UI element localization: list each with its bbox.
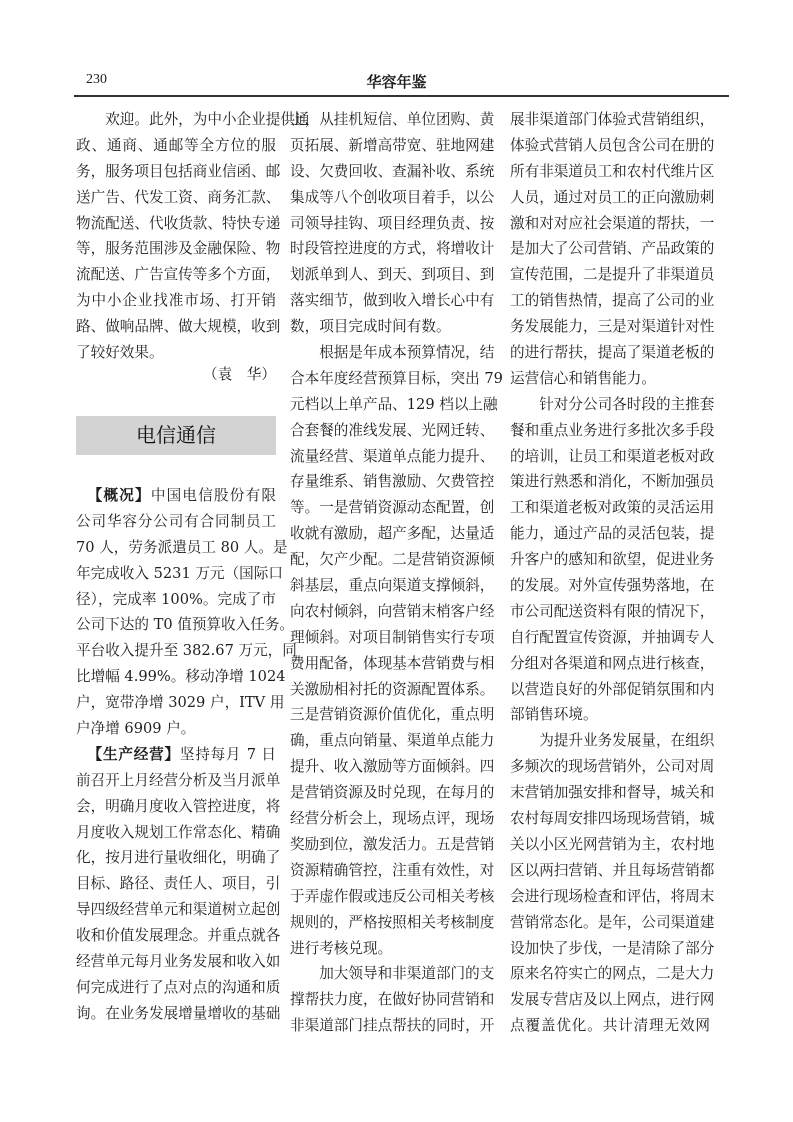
text-line: 流量经营、渠道单点能力提升、: [290, 447, 495, 465]
text-line: 收和价值发展理念。并重点就各: [76, 927, 281, 945]
column-left-lower: [76, 483, 297, 1027]
column-left: [76, 107, 310, 366]
text-line: 运营信心和销售能力。: [510, 369, 656, 387]
text-line: 多频次的现场营销外，公司对周: [510, 758, 715, 776]
paragraph: [510, 728, 715, 1039]
page-number: 230: [86, 72, 107, 87]
text-line: 流配送、广告宣传等多个方面，: [76, 266, 281, 284]
text-line: 区以两扫营销、并且每场营销都: [510, 861, 715, 879]
column-middle: [290, 107, 503, 1039]
paragraph: [76, 107, 310, 366]
text-line: 经营单元每月业务发展和收入如: [76, 953, 281, 971]
text-line: 于弄虚作假或违反公司相关考核: [290, 887, 495, 905]
paragraph-tag: 【生产经营】: [87, 745, 180, 763]
text-line: 设加快了步伐，一是清除了部分: [510, 939, 715, 957]
text-line: 激和对对应社会渠道的帮扶，一: [510, 214, 715, 232]
text-line: 划派单到人、到天、到项目、到: [290, 266, 495, 284]
text-line: 会进行现场检查和评估，将周末: [510, 887, 715, 905]
text-line: 营销常态化。是年，公司渠道建: [510, 913, 715, 931]
text-line: 集成等八个创收项目着手，以公: [290, 188, 495, 206]
paragraph: [290, 961, 495, 1039]
text-line: 能力，通过产品的灵活包装，提: [510, 525, 715, 543]
text-line: 公司华容分公司有合同制员工: [76, 512, 276, 530]
text-line: 点覆盖优化。共计清理无效网: [510, 1017, 710, 1035]
text-line: 提升、收入激励等方面倾斜。四: [290, 758, 495, 776]
text-line: 工的销售热情，提高了公司的业: [510, 292, 715, 310]
text-line: 数，项目完成时间有数。: [290, 318, 451, 336]
text-line: 关以小区光网营销为主，农村地: [510, 835, 715, 853]
text-line: 何完成进行了点对点的沟通和质: [76, 978, 281, 996]
text-line: 末营销加强安排和督导，城关和: [510, 784, 715, 802]
text-line: 存量维系、销售激励、欠费管控: [290, 473, 495, 491]
text-line: 比增幅 4.99%。移动净增 1024: [76, 668, 286, 686]
text-line: 路、做响品牌、做大规模，收到: [76, 318, 281, 336]
text-line: 年完成收入 5231 万元（国际口: [76, 564, 283, 582]
text-line: 落实细节，做到收入增长心中有: [290, 292, 495, 310]
text-line: 化，按月进行量收细化，明确了: [76, 849, 281, 867]
text-line: 根据是年成本预算情况，结: [319, 344, 495, 362]
text-line: 经营分析会上，现场点评，现场: [290, 810, 495, 828]
text-line: 展非渠道部门体验式营销组织，: [510, 111, 715, 128]
text-line: 升客户的感知和欲望，促进业务: [510, 551, 715, 569]
text-line: 宣传范围，二是提升了非渠道员: [510, 266, 715, 284]
text-line: 公司下达的 T0 值预算收入任务。: [76, 616, 295, 634]
text-line: 询。在业务发展增量增收的基础: [76, 1004, 281, 1022]
attribution: （袁 华）: [203, 366, 276, 383]
text-line: 配，欠产少配。二是营销资源倾: [290, 551, 495, 569]
text-line: 确，重点向销量、渠道单点能力: [290, 732, 495, 750]
text-line: 进行考核兑现。: [290, 939, 393, 957]
text-line: 目标、路径、责任人、项目，引: [76, 875, 281, 893]
text-line: 务发展能力，三是对渠道针对性: [510, 318, 715, 336]
text-line: 策进行熟悉和消化，不断加强员: [510, 473, 715, 491]
text-line: 是营销资源及时兑现，在每月的: [290, 784, 495, 802]
text-line: 合套餐的准线发展、光网迁转、: [290, 421, 495, 439]
text-line: 平台收入提升至 382.67 万元，同: [76, 642, 297, 660]
text-line: 发展专营店及以上网点，进行网: [510, 991, 715, 1009]
text-line: 部销售环境。: [510, 706, 598, 724]
text-line: 是加大了公司营销、产品政策的: [510, 240, 715, 258]
text-line: 户，宽带净增 3029 户，ITV 用: [76, 694, 285, 712]
text-line: 费用配备，体现基本营销费与相: [290, 654, 495, 672]
text-line: 政、通商、通邮等全方位的服: [76, 136, 276, 154]
paragraph: [510, 107, 715, 392]
text-line: 等，服务范围涉及金融保险、物: [76, 240, 281, 258]
text-line: 所有非渠道员工和农村代维片区: [510, 162, 715, 180]
text-line: 收就有激励，超产多配，达量适: [290, 525, 495, 543]
text-line: 分组对各渠道和网点进行核查，: [510, 654, 715, 672]
section-title: 电信通信: [76, 416, 276, 455]
text-line: 【生产经营】坚持每月 7 日: [87, 745, 276, 763]
text-line: 向农村倾斜，向营销末梢客户经: [290, 602, 495, 620]
text-line: 理倾斜。对项目制销售实行专项: [290, 628, 495, 646]
text-line: 页拓展、新增高带宽、驻地网建: [290, 136, 495, 154]
text-line: 三是营销资源价值优化，重点明: [290, 706, 495, 724]
text-line: 导四级经营单元和渠道树立起创: [76, 901, 281, 919]
text-line: 上，从挂机短信、单位团购、黄: [290, 111, 495, 128]
text-line: 时段管控进度的方式，将增收计: [290, 240, 495, 258]
text-line: 径），完成率 100%。完成了市: [76, 590, 276, 608]
text-line: 设、欠费回收、查漏补收、系统: [290, 162, 495, 180]
text-line: 的进行帮扶，提高了渠道老板的: [510, 344, 715, 362]
text-line: 以营造良好的外部促销氛围和内: [510, 680, 715, 698]
text-line: 市公司配送资料有限的情况下，: [510, 602, 715, 620]
text-line: 自行配置宣传资源，并抽调专人: [510, 628, 715, 646]
text-line: 元档以上单产品、129 档以上融: [290, 395, 498, 413]
text-line: 的培训，让员工和渠道老板对政: [510, 447, 715, 465]
text-line: 会，明确月度收入管控进度，将: [76, 797, 281, 815]
text-line: 资源精确管控，注重有效性，对: [290, 861, 495, 879]
text-line: 户净增 6909 户。: [76, 720, 196, 738]
paragraph: [76, 742, 281, 1027]
text-line: 餐和重点业务进行多批次多手段: [510, 421, 715, 439]
text-line: 欢迎。此外，为中小企业提供通: [105, 111, 310, 128]
text-line: 针对分公司各时段的主推套: [539, 395, 715, 413]
text-line: 物流配送、代收货款、特快专递: [76, 214, 281, 232]
column-right: [510, 107, 715, 1039]
text-line: 工和渠道老板对政策的灵活运用: [510, 499, 715, 517]
text-line: 前召开上月经营分析及当月派单: [76, 771, 281, 789]
text-line: 原来名符实亡的网点，二是大力: [510, 965, 715, 983]
text-line: 70 人，劳务派遣员工 80 人。是: [76, 538, 288, 556]
paragraph: [76, 483, 297, 742]
text-line: 为提升业务发展量，在组织: [539, 732, 715, 750]
text-line: 农村每周安排四场现场营销，城: [510, 810, 715, 828]
paragraph: [290, 340, 503, 961]
paragraph: [290, 107, 495, 340]
text-line: 的发展。对外宣传强势落地，在: [510, 577, 715, 595]
header-rule: [74, 95, 729, 97]
text-line: 体验式营销人员包含公司在册的: [510, 136, 715, 154]
text-line: 等。一是营销资源动态配置，创: [290, 499, 495, 517]
text-line: 司领导挂钩、项目经理负责、按: [290, 214, 495, 232]
paragraph-tag: 【概况】: [87, 487, 151, 504]
text-line: 人员，通过对员工的正向激励刺: [510, 188, 715, 206]
paragraph: [510, 392, 715, 729]
text-line: 月度收入规划工作常态化、精确: [76, 823, 281, 841]
text-line: 为中小企业找准市场、打开销: [76, 292, 276, 310]
text-line: 撑帮扶力度，在做好协同营销和: [290, 991, 495, 1009]
text-line: 奖励到位，激发活力。五是营销: [290, 835, 495, 853]
text-line: 【概况】中国电信股份有限: [87, 487, 276, 504]
text-line: 了较好效果。: [76, 344, 164, 362]
text-line: 加大领导和非渠道部门的支: [319, 965, 495, 983]
text-line: 规则的，严格按照相关考核制度: [290, 913, 495, 931]
text-line: 关激励相衬托的资源配置体系。: [290, 680, 495, 698]
text-line: 合本年度经营预算目标，突出 79: [290, 369, 503, 387]
text-line: 送广告、代发工资、商务汇款、: [76, 188, 281, 206]
text-line: 斜基层，重点向渠道支撑倾斜，: [290, 577, 495, 595]
text-line: 务，服务项目包括商业信函、邮: [76, 162, 281, 180]
text-line: 非渠道部门挂点帮扶的同时，开: [290, 1017, 495, 1035]
running-header-title: 华容年鉴: [366, 73, 427, 91]
